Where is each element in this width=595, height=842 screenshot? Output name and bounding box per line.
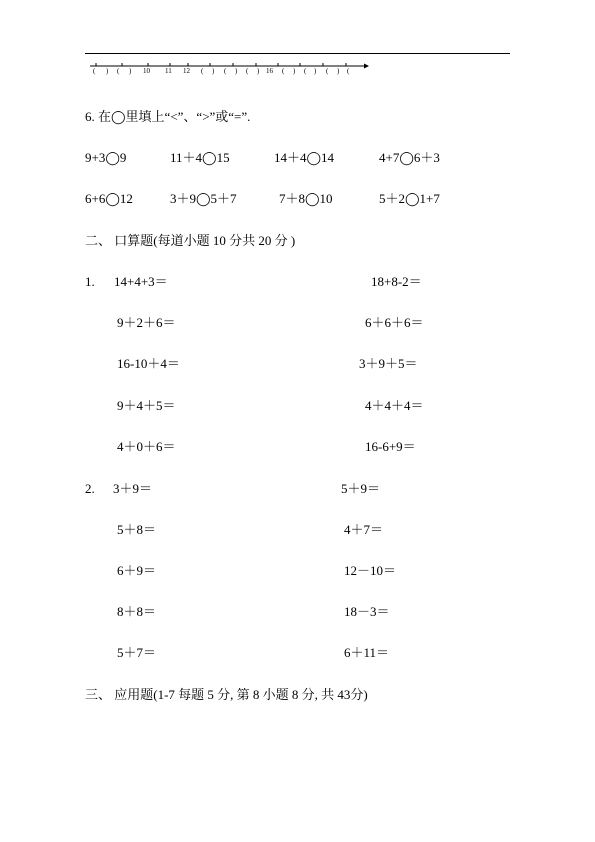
arithmetic-item: 4＋7＝ xyxy=(344,522,384,537)
number-line-label: ( xyxy=(282,67,285,75)
number-line-label: ) xyxy=(106,67,109,75)
arithmetic-item: 6＋6＋6＝ xyxy=(365,315,424,330)
arithmetic-item: 18+8-2＝ xyxy=(371,274,422,289)
number-line-label: ) xyxy=(257,67,260,75)
comparison-item: 11＋4◯15 xyxy=(170,150,230,165)
arithmetic-item: 9＋2＋6＝ xyxy=(117,315,176,330)
number-line xyxy=(88,62,370,78)
arithmetic-item: 18－3＝ xyxy=(344,604,390,619)
number-line-label: ) xyxy=(212,67,215,75)
number-line-label: 10 xyxy=(143,67,150,75)
question-6-title: 6. 在◯里填上“<”、“>”或“=”. xyxy=(85,109,251,124)
comparison-item: 5＋2◯1+7 xyxy=(379,191,440,206)
comparison-item: 4+7◯6＋3 xyxy=(379,150,440,165)
number-line-label: ( xyxy=(326,67,329,75)
arithmetic-item: 4＋4＋4＝ xyxy=(365,398,424,413)
number-line-label: ( xyxy=(201,67,204,75)
question-2-number: 2. xyxy=(85,481,95,496)
number-line-label: ( xyxy=(93,67,96,75)
arithmetic-item: 8＋8＝ xyxy=(117,604,157,619)
arithmetic-item: 5＋7＝ xyxy=(117,645,157,660)
number-line-label: ( xyxy=(117,67,120,75)
number-line-label: ) xyxy=(293,67,296,75)
number-line-label: 12 xyxy=(183,67,190,75)
arithmetic-item: 6＋11＝ xyxy=(344,645,390,660)
comparison-item: 7＋8◯10 xyxy=(279,191,333,206)
comparison-item: 3＋9◯5＋7 xyxy=(170,191,237,206)
question-1-number: 1. xyxy=(85,274,95,289)
number-line-label: ( xyxy=(347,67,350,75)
arithmetic-item: 16-6+9＝ xyxy=(365,439,416,454)
comparison-item: 6+6◯12 xyxy=(85,191,133,206)
number-line-label: 11 xyxy=(165,67,172,75)
arithmetic-item: 3＋9＝ xyxy=(113,481,153,496)
comparison-item: 14＋4◯14 xyxy=(274,150,335,165)
arithmetic-item: 6＋9＝ xyxy=(117,563,157,578)
arithmetic-item: 5＋9＝ xyxy=(341,481,381,496)
number-line-label: ) xyxy=(235,67,238,75)
number-line-label: ) xyxy=(314,67,317,75)
number-line-label: ( xyxy=(224,67,227,75)
number-line-label: ) xyxy=(337,67,340,75)
number-line-label: ) xyxy=(129,67,132,75)
section-3-title: 三、 应用题(1-7 每题 5 分, 第 8 小题 8 分, 共 43分) xyxy=(85,687,368,702)
comparison-item: 9+3◯9 xyxy=(85,150,127,165)
top-rule xyxy=(85,53,510,54)
arithmetic-item: 4＋0＋6＝ xyxy=(117,439,176,454)
section-2-title: 二、 口算题(每道小题 10 分共 20 分 ) xyxy=(85,233,296,248)
number-line-label: ( xyxy=(304,67,307,75)
arithmetic-item: 14+4+3＝ xyxy=(114,274,168,289)
number-line-label: 16 xyxy=(266,67,273,75)
arithmetic-item: 12－10＝ xyxy=(344,563,397,578)
arithmetic-item: 16-10＋4＝ xyxy=(117,356,180,371)
arithmetic-item: 9＋4＋5＝ xyxy=(117,398,176,413)
number-line-label: ( xyxy=(246,67,249,75)
arithmetic-item: 3＋9＋5＝ xyxy=(359,356,418,371)
arithmetic-item: 5＋8＝ xyxy=(117,522,157,537)
